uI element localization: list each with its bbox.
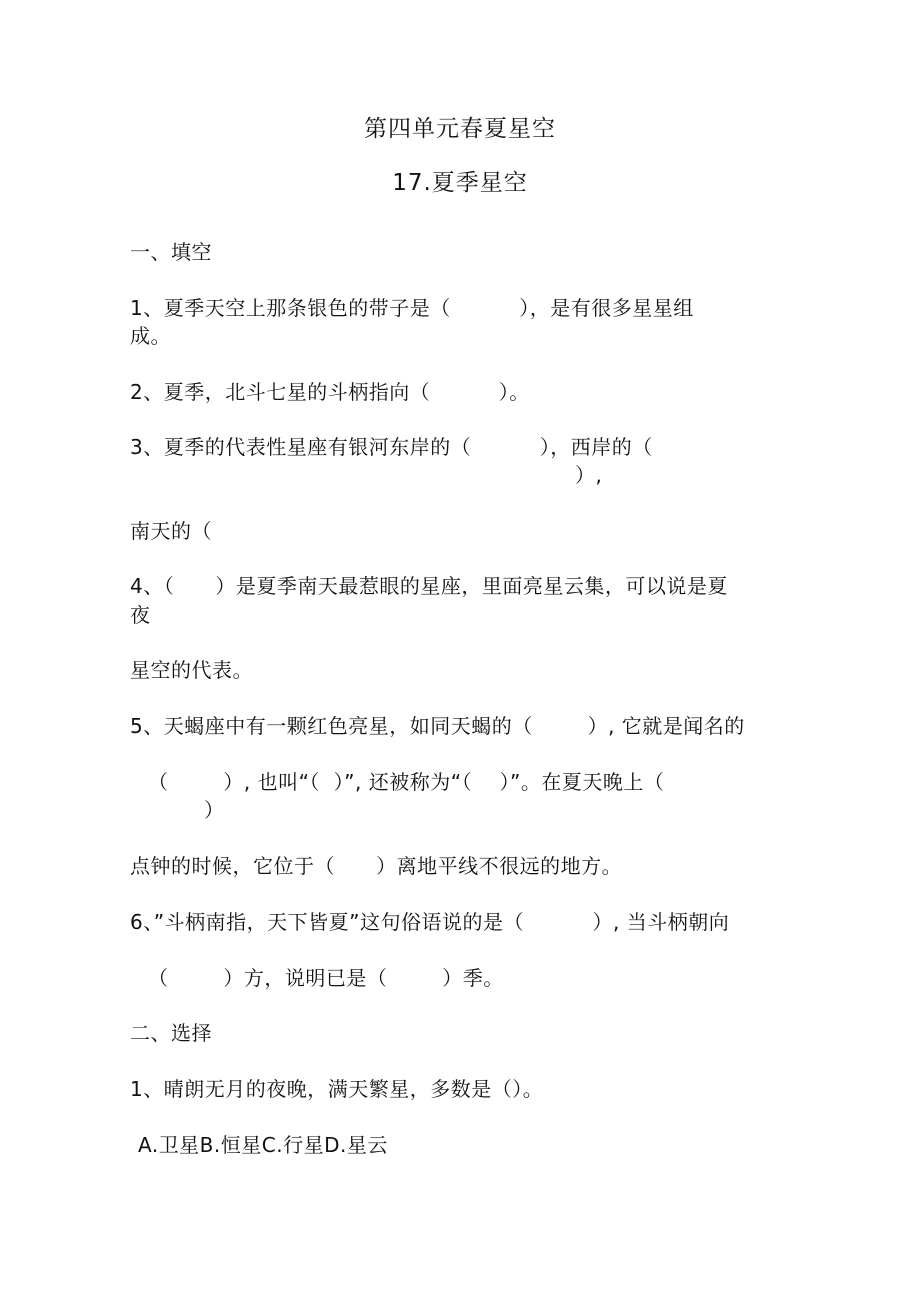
question-6-line-2: （ ）方，说明已是（ ）季。 [148,966,504,990]
section-heading-choice: 二、选择 [130,1021,212,1045]
question-3-line-1: 3、夏季的代表性星座有银河东岸的（ ），西岸的（ [130,435,653,459]
question-1-line-2: 成。 [130,324,171,348]
question-6-line-1: 6、”斗柄南指，天下皆夏”这句俗语说的是（ ）, 当斗柄朝向 [130,910,730,934]
choice-question-1: 1、晴朗无月的夜晚，满天繁星，多数是（）。 [130,1077,544,1101]
question-4-line-1: 4、（ ）是夏季南天最惹眼的星座，里面亮星云集，可以说是夏 [130,574,728,598]
section-heading-fill-in: 一、填空 [130,240,212,264]
question-1-line-1: 1、夏季天空上那条银色的带子是（ ），是有很多星星组 [130,296,694,320]
question-3-line-2: ）, [575,463,603,487]
question-5-line-3: ） [204,798,225,822]
question-5-line-1: 5、天蝎座中有一颗红色亮星，如同天蝎的（ ）, 它就是闻名的 [130,714,745,738]
question-4-line-2: 夜 [130,603,151,627]
question-5-line-4: 点钟的时候，它位于（ ）离地平线不很远的地方。 [130,854,623,878]
question-5-line-2: （ ）, 也叫“（ ）”, 还被称为“（ ）”。在夏天晚上（ [148,770,665,794]
lesson-title: 17.夏季星空 [392,170,528,196]
choice-options: A.卫星B.恒星C.行星D.星云 [138,1133,388,1157]
question-3-line-3: 南天的（ [130,519,212,543]
question-2-line-1: 2、夏季，北斗七星的斗柄指向（ ）。 [130,380,530,404]
question-4-line-3: 星空的代表。 [130,658,253,682]
unit-title: 第四单元春夏星空 [364,116,556,142]
